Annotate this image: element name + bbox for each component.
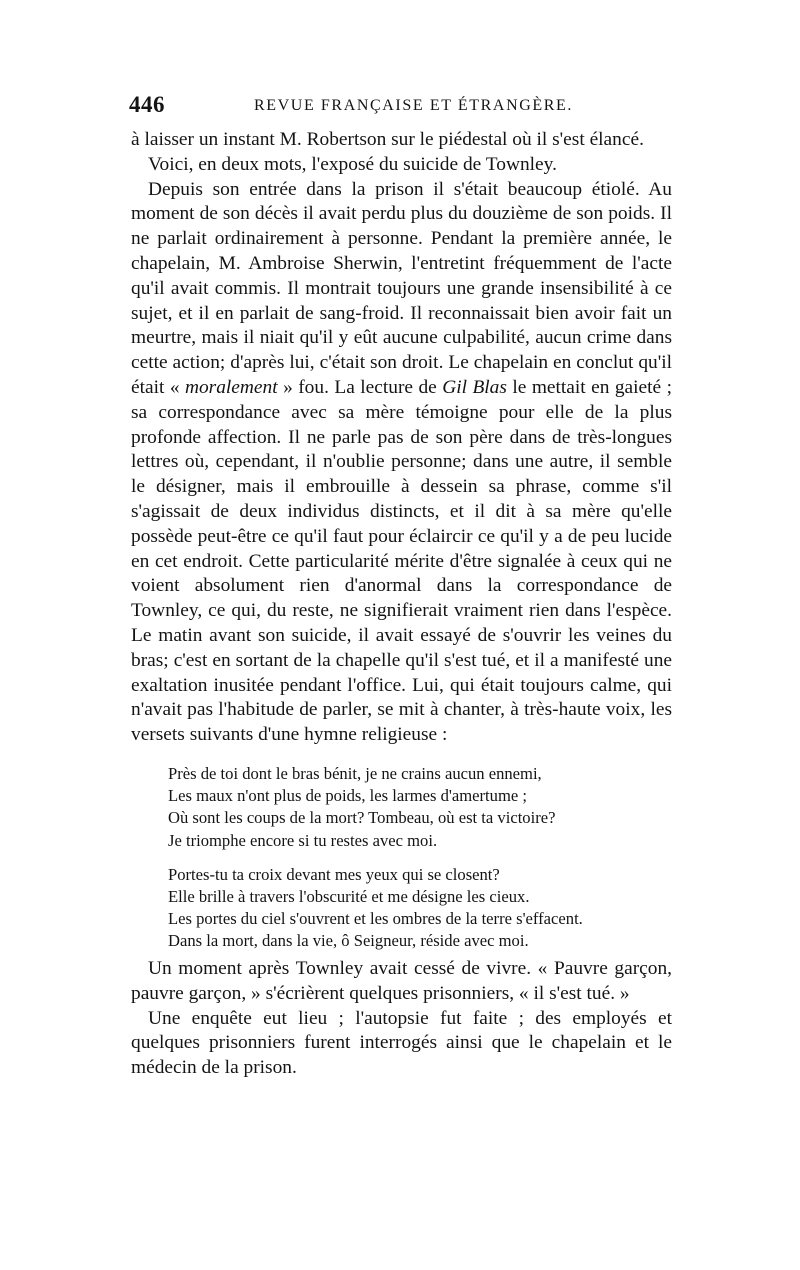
verse-line: Où sont les coups de la mort? Tombeau, où est ta victoire? [168,808,556,828]
verse-line: Les maux n'ont plus de poids, les larmes d'amertume ; [168,786,527,806]
emphasis-moralement: moralement [184,376,278,398]
paragraph-main [131,178,672,748]
paragraph-main-part-1: Depuis son entrée dans la prison il s'était beaucoup étiolé. Au moment de son décès il avait perdu plus du douzième de son poids. Il ne parlait ordinairement à personne. Pendant la première année, le chapelain, M. Ambroise Sherwin, l'entretint fréquemment de l'acte qu'il avait commis. Il montrait toujours une grande insensibilité à ce sujet, et il en parlait de sang-froid. Il reconnaissait bien avoir fait un meurtre, mais il niait qu'il y eût aucune culpabilité, aucun crime dans cette action; d'après lui, c'était son droit. Le chapelain en conclut qu'il était « [131,178,672,398]
verse-line: Elle brille à travers l'obscurité et me désigne les cieux. [168,887,530,907]
running-title: REVUE FRANÇAISE ET ÉTRANGÈRE. [254,97,573,114]
body-text-top [131,128,672,748]
paragraph-death: Un moment après Townley avait cessé de vivre. « Pauvre garçon, pauvre garçon, » s'écrièrent quelques prisonniers, « il s'est tué. » [131,958,672,1004]
paragraph-continuation: à laisser un instant M. Robertson sur le piédestal où il s'est élancé. [131,129,644,150]
verse-line: Je triomphe encore si tu restes avec moi. [168,830,438,850]
verse-line: Dans la mort, dans la vie, ô Seigneur, réside avec moi. [168,931,529,951]
book-title-gil-blas: Gil Blas [442,376,507,398]
verse-line: Les portes du ciel s'ouvrent et les ombres de la terre s'effacent. [168,909,583,929]
stanza-1 [168,763,668,852]
page-number: 446 [129,92,165,117]
paragraph-main-part-2: » fou. La lecture de [277,376,443,398]
verse-line: Portes-tu ta croix devant mes yeux qui se closent? [168,864,500,884]
hymn-verses [168,763,668,965]
paragraph-main-part-3: le mettait en gaieté ; sa correspondance avec sa mère témoigne pour elle de la plus profonde affection. Il ne parle pas de son père dans de très-longues lettres où, cependant, il n'oublie personne; dans une autre, il semble le désigner, mais il embrouille à dessein sa phrase, comme s'il s'agissait de deux individus distincts, et il dit à sa mère qu'elle possède peut-être ce qu'il faut pour éclaircir ce qu'il y a de peu lucide en cet endroit. Cette particularité mérite d'être signalée à ceux qui ne voient absolument rien d'anormal dans la correspondance de Townley, ce qui, du reste, ne signifierait vraiment rien dans l'espèce. Le matin avant son suicide, il avait essayé de s'ouvrir les veines du bras; c'est en sortant de la chapelle qu'il s'est tué, et il a manifesté une exaltation inusitée pendant l'office. Lui, qui était toujours calme, qui n'avait pas l'habitude de parler, se mit à chanter, à très-haute voix, les versets suivants d'une hymne religieuse : [131,376,672,746]
paragraph-summary: Voici, en deux mots, l'exposé du suicide de Townley. [148,153,557,175]
stanza-2 [168,864,668,953]
body-text-bottom [131,957,672,1081]
verse-line: Près de toi dont le bras bénit, je ne crains aucun ennemi, [168,764,542,783]
page-header [129,92,675,122]
paragraph-inquest: Une enquête eut lieu ; l'autopsie fut faite ; des employés et quelques prisonniers furent interrogés ainsi que le chapelain et le médecin de la prison. [131,1007,672,1079]
